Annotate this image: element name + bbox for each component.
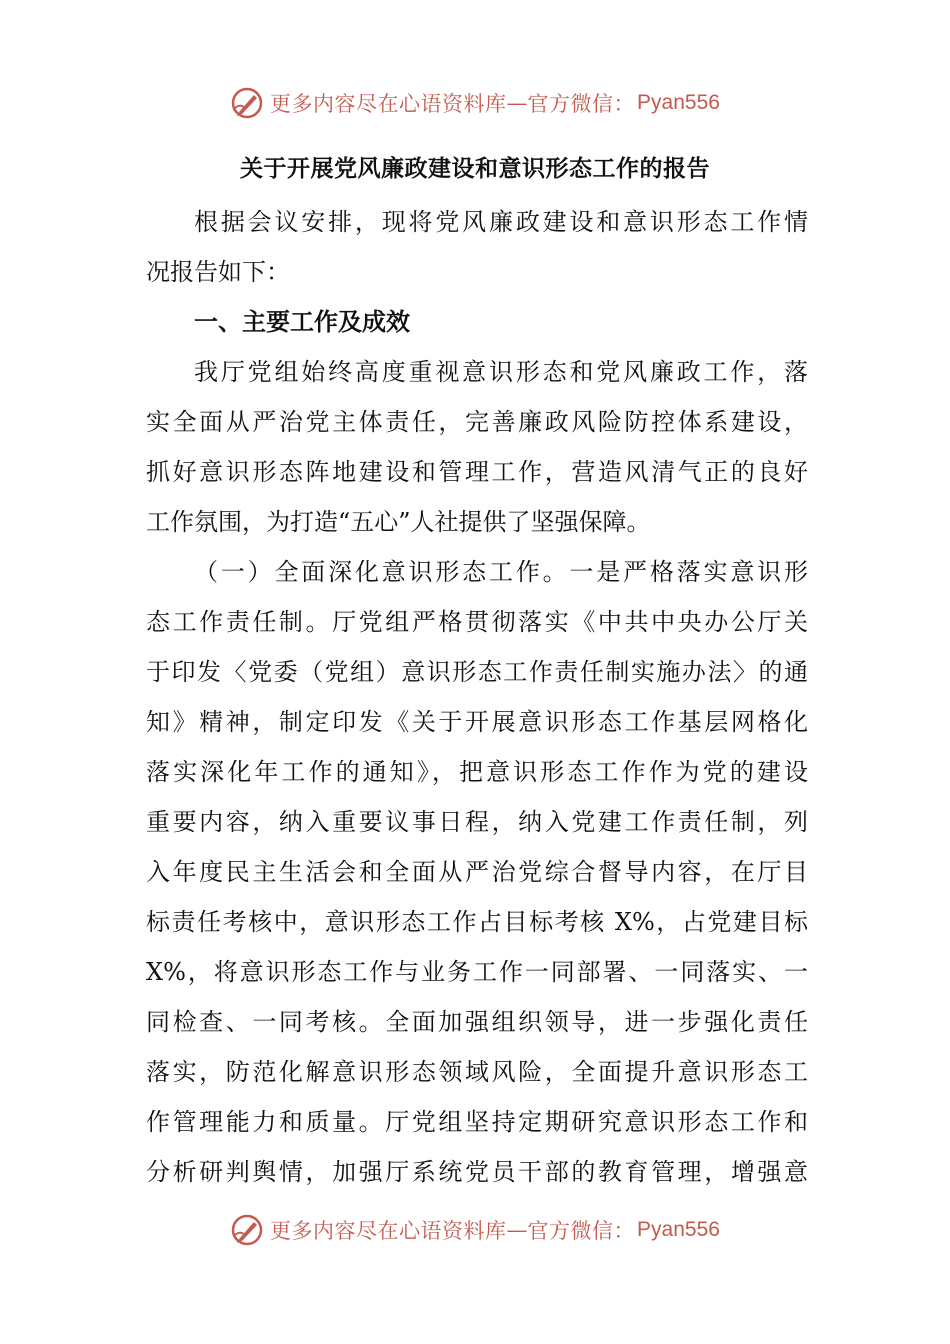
paragraph-line: 落实深化年工作的通知》，把意识形态工作作为党的建设 bbox=[146, 758, 808, 786]
watermark-separator: — bbox=[506, 1218, 528, 1242]
paragraph-line: 实全面从严治党主体责任，完善廉政风险防控体系建设， bbox=[146, 408, 808, 436]
section-heading: 一、主要工作及成效 bbox=[194, 308, 410, 336]
paragraph-line: 工作氛围，为打造“五心”人社提供了坚强保障。 bbox=[146, 508, 651, 536]
watermark-brand: Pyan556 bbox=[637, 91, 720, 114]
paragraph-line: 抓好意识形态阵地建设和管理工作，营造风清气正的良好 bbox=[146, 458, 808, 486]
watermark-text: 更多内容尽在心语资料库 bbox=[270, 1219, 507, 1243]
watermark-brand: Pyan556 bbox=[637, 1218, 720, 1241]
paragraph-line: 标责任考核中，意识形态工作占目标考核 X%，占党建目标 bbox=[146, 908, 808, 936]
document-body bbox=[146, 197, 808, 1197]
paragraph-line: 入年度民主生活会和全面从严治党综合督导内容，在厅目 bbox=[146, 858, 808, 886]
paragraph-line: 重要内容，纳入重要议事日程，纳入党建工作责任制，列 bbox=[146, 808, 808, 836]
paragraph-line: 分析研判舆情，加强厅系统党员干部的教育管理，增强意 bbox=[146, 1158, 808, 1186]
watermark-channel: 官方微信： bbox=[527, 1219, 636, 1243]
paragraph-line: 同检查、一同考核。全面加强组织领导，进一步强化责任 bbox=[146, 1008, 808, 1036]
watermark-separator: — bbox=[506, 91, 528, 115]
paragraph-line: 落实，防范化解意识形态领域风险，全面提升意识形态工 bbox=[146, 1058, 808, 1086]
watermark-header bbox=[0, 83, 950, 123]
watermark-channel: 官方微信： bbox=[527, 92, 636, 116]
document-title: 关于开展党风廉政建设和意识形态工作的报告 bbox=[240, 156, 710, 182]
paragraph-line: 作管理能力和质量。厅党组坚持定期研究意识形态工作和 bbox=[146, 1108, 808, 1136]
watermark-footer bbox=[0, 1210, 950, 1250]
watermark-text: 更多内容尽在心语资料库 bbox=[270, 92, 507, 116]
intro-line: 况报告如下： bbox=[146, 258, 290, 286]
paragraph-line: 于印发〈党委（党组）意识形态工作责任制实施办法〉的通 bbox=[146, 658, 808, 686]
pen-circle-logo-icon bbox=[230, 1213, 264, 1247]
intro-line: 根据会议安排，现将党风廉政建设和意识形态工作情 bbox=[194, 208, 808, 236]
paragraph-line: 态工作责任制。厅党组严格贯彻落实《中共中央办公厅关 bbox=[146, 608, 808, 636]
paragraph-line: （一）全面深化意识形态工作。一是严格落实意识形 bbox=[194, 558, 808, 586]
paragraph-line: X%，将意识形态工作与业务工作一同部署、一同落实、一 bbox=[146, 958, 808, 986]
paragraph-line: 知》精神，制定印发《关于开展意识形态工作基层网格化 bbox=[146, 708, 808, 736]
paragraph-line: 我厅党组始终高度重视意识形态和党风廉政工作，落 bbox=[194, 358, 808, 386]
pen-circle-logo-icon bbox=[230, 86, 264, 120]
